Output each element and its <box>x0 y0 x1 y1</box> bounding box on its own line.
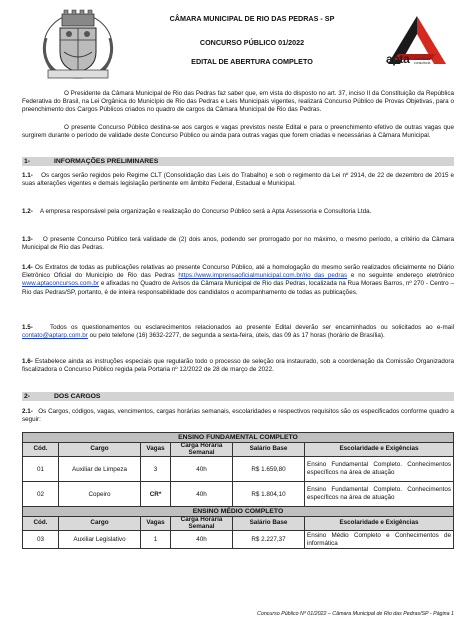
cell-position: Copeiro <box>59 482 141 507</box>
clause-number: 1.5- <box>22 324 33 331</box>
cell-position: Auxiliar de Limpeza <box>59 457 141 482</box>
clause-text: ou pelo telefone (16) 3632-2277, de segunda a sexta-feira, úteis, das 09 às 17 horas (horário de Brasília). <box>87 332 385 340</box>
clause-text: Os cargos serão regidos pelo Regime CLT (Consolidação das Leis do Trabalho) e sob o regimento da Lei nº 2914, de 22 de dezembro de 2015 e suas alterações vigentes e demais legislação pertinente em âmbito Federal, Estadual e Municipal. <box>22 172 455 188</box>
column-header: Salário Base <box>233 443 305 457</box>
clause-number: 1.6- <box>22 358 33 365</box>
column-header: Escolaridade e Exigências <box>305 443 454 457</box>
table-row <box>23 482 454 507</box>
clause-number: 1.4- <box>22 264 33 271</box>
column-header: Salário Base <box>233 517 305 531</box>
cell-weekly-hours: 40h <box>171 531 233 549</box>
apta-logo-wordmark: apta <box>386 52 410 66</box>
institution-title: CÂMARA MUNICIPAL DE RIO DAS PEDRAS - SP <box>169 14 335 23</box>
cell-vacancies: 1 <box>141 531 171 549</box>
clause-text: O presente Concurso Público terá validade de (2) dois anos, podendo ser prorrogado por no máximo, o mesmo período, a critério da Câmara Municipal de Rio das Pedras. <box>22 236 455 252</box>
column-header: Vagas <box>141 443 171 457</box>
column-header: Cód. <box>23 517 59 531</box>
clause-text: Estabelece ainda as instruções especiais que regularão todo o processo de seleção ora instaurado, sob a coordenação da Comissão Organizadora fiscalizadora o Concurso Público regida pela Portaria nº 12/2022 de 28 de março de 2022. <box>22 358 454 374</box>
clause-1-1 <box>22 172 454 188</box>
cell-vacancies: 3 <box>141 457 171 482</box>
clause-text: e afixadas no Quadro de Avisos da Câmara Municipal de Rio das Pedras, localizada na Rua Moraes Barros, nº 270 - Centro – Rio das Pedras/SP, portanto, é de inteira responsabilidade dos candidatos o acompanhamento de todas as publicações. <box>22 280 454 296</box>
table-group-band <box>23 507 454 517</box>
column-header: Escolaridade e Exigências <box>305 517 454 531</box>
clause-text: A empresa responsável pela organização e realização do Concurso Público será a Apta Assessoria e Consultoria Ltda. <box>39 208 372 215</box>
cell-code: 01 <box>23 457 59 482</box>
clause-1-6 <box>22 358 454 374</box>
apta-logo-tagline: assessoria e consultoria <box>414 57 434 65</box>
clause-1-4 <box>22 264 454 297</box>
intro-paragraph-1: O Presidente da Câmara Municipal de Rio das Pedras faz saber que, em vista do disposto no art. 37, inciso II da Constituição da República Federativa do Brasil, na Lei Orgânica do Município de Rio das Pedras e Leis Municipais vigentes, realizará Concurso Público de Provas Objetivas, para o preenchimento dos Cargos Públicos criados no quadro de cargos da Câmara Municipal de Rio das Pedras. <box>22 90 454 114</box>
cell-salary: R$ 1.804,10 <box>233 482 305 507</box>
column-header: Cód. <box>23 443 59 457</box>
cell-position: Auxiliar Legislativo <box>59 531 141 549</box>
group-title: ENSINO FUNDAMENTAL COMPLETO <box>23 433 454 443</box>
clause-1-5 <box>22 324 454 340</box>
clause-number: 1.3- <box>22 236 33 243</box>
clause-text: Todos os questionamentos ou esclarecimentos relacionados ao presente Edital deverão ser encaminhados ou solicitados ao e-mail <box>49 324 454 331</box>
page-footer: Concurso Público Nº 01/2022 – Câmara Municipal de Rio das Pedras/SP - Página 1 <box>257 611 454 617</box>
clause-number: 2.1- <box>22 408 33 415</box>
cell-weekly-hours: 40h <box>171 457 233 482</box>
document-title: EDITAL DE ABERTURA COMPLETO <box>191 57 313 66</box>
clause-text: Os Cargos, códigos, vagas, vencimentos, cargas horárias semanais, escolaridades e respectivos requisitos são os especificados conforme quadro a seguir: <box>22 408 454 424</box>
intro-paragraph-2: O presente Concurso Público destina-se aos cargos e vagas previstos neste Edital e para o preenchimento efetivo de outras vagas que surgirem durante o período de validade deste Concurso Público ou ainda para outras vagas que forem criadas e necessárias à Câmara Municipal. <box>22 124 454 140</box>
column-header: Carga Horária Semanal <box>171 517 233 531</box>
clause-1-3 <box>22 236 454 252</box>
positions-table <box>22 432 454 549</box>
section-number: 1- <box>24 158 31 165</box>
coat-of-arms-icon <box>38 8 118 82</box>
column-header: Cargo <box>59 517 141 531</box>
column-header: Vagas <box>141 517 171 531</box>
cell-weekly-hours: 40h <box>171 482 233 507</box>
clause-1-2 <box>22 208 454 216</box>
cell-salary: R$ 1.659,80 <box>233 457 305 482</box>
official-gazette-link[interactable]: https://www.imprensaoficialmunicipal.com.br/rio_das_pedras <box>178 272 348 280</box>
cell-vacancies: CR* <box>141 482 171 507</box>
cell-requirements: Ensino Médio Completo e Conhecimentos de informática <box>305 531 454 549</box>
section-heading-2 <box>22 392 454 401</box>
cell-requirements: Ensino Fundamental Completo. Conhecimentos específicos na área de atuação <box>305 457 454 482</box>
apta-logo <box>384 14 450 82</box>
clause-2-1 <box>22 408 454 424</box>
section-number: 2- <box>24 393 31 400</box>
clause-number: 1.2- <box>22 208 33 215</box>
cell-code: 03 <box>23 531 59 549</box>
contest-title: CONCURSO PÚBLICO 01/2022 <box>199 38 305 47</box>
section-title: DOS CARGOS <box>54 393 101 400</box>
column-header: Cargo <box>59 443 141 457</box>
cell-code: 02 <box>23 482 59 507</box>
table-group-band <box>23 433 454 443</box>
table-row <box>23 531 454 549</box>
apta-website-link[interactable]: www.aptaconcursos.com.br <box>22 280 99 288</box>
group-title: ENSINO MÉDIO COMPLETO <box>23 507 454 517</box>
section-title: INFORMAÇÕES PRELIMINARES <box>54 158 159 165</box>
clause-number: 1.1- <box>22 172 33 179</box>
table-row <box>23 457 454 482</box>
column-header: Carga Horária Semanal <box>171 443 233 457</box>
cell-salary: R$ 2.227,37 <box>233 531 305 549</box>
table-header-row <box>23 517 454 531</box>
clause-text: e no seguinte endereço eletrônico <box>347 272 454 280</box>
cell-requirements: Ensino Fundamental Completo. Conhecimentos específicos na área de atuação <box>305 482 454 507</box>
contact-email-link[interactable]: contato@aptarp.com.br <box>22 332 88 340</box>
section-heading-1 <box>22 157 454 166</box>
table-header-row <box>23 443 454 457</box>
clause-text: Os Extratos de todas as publicações relativas ao presente Concurso Público, até a homologação do mesmo serão realizados oficialmente no Diário Eletrônico Oficial do Município de Rio das Pedras <box>22 264 454 280</box>
